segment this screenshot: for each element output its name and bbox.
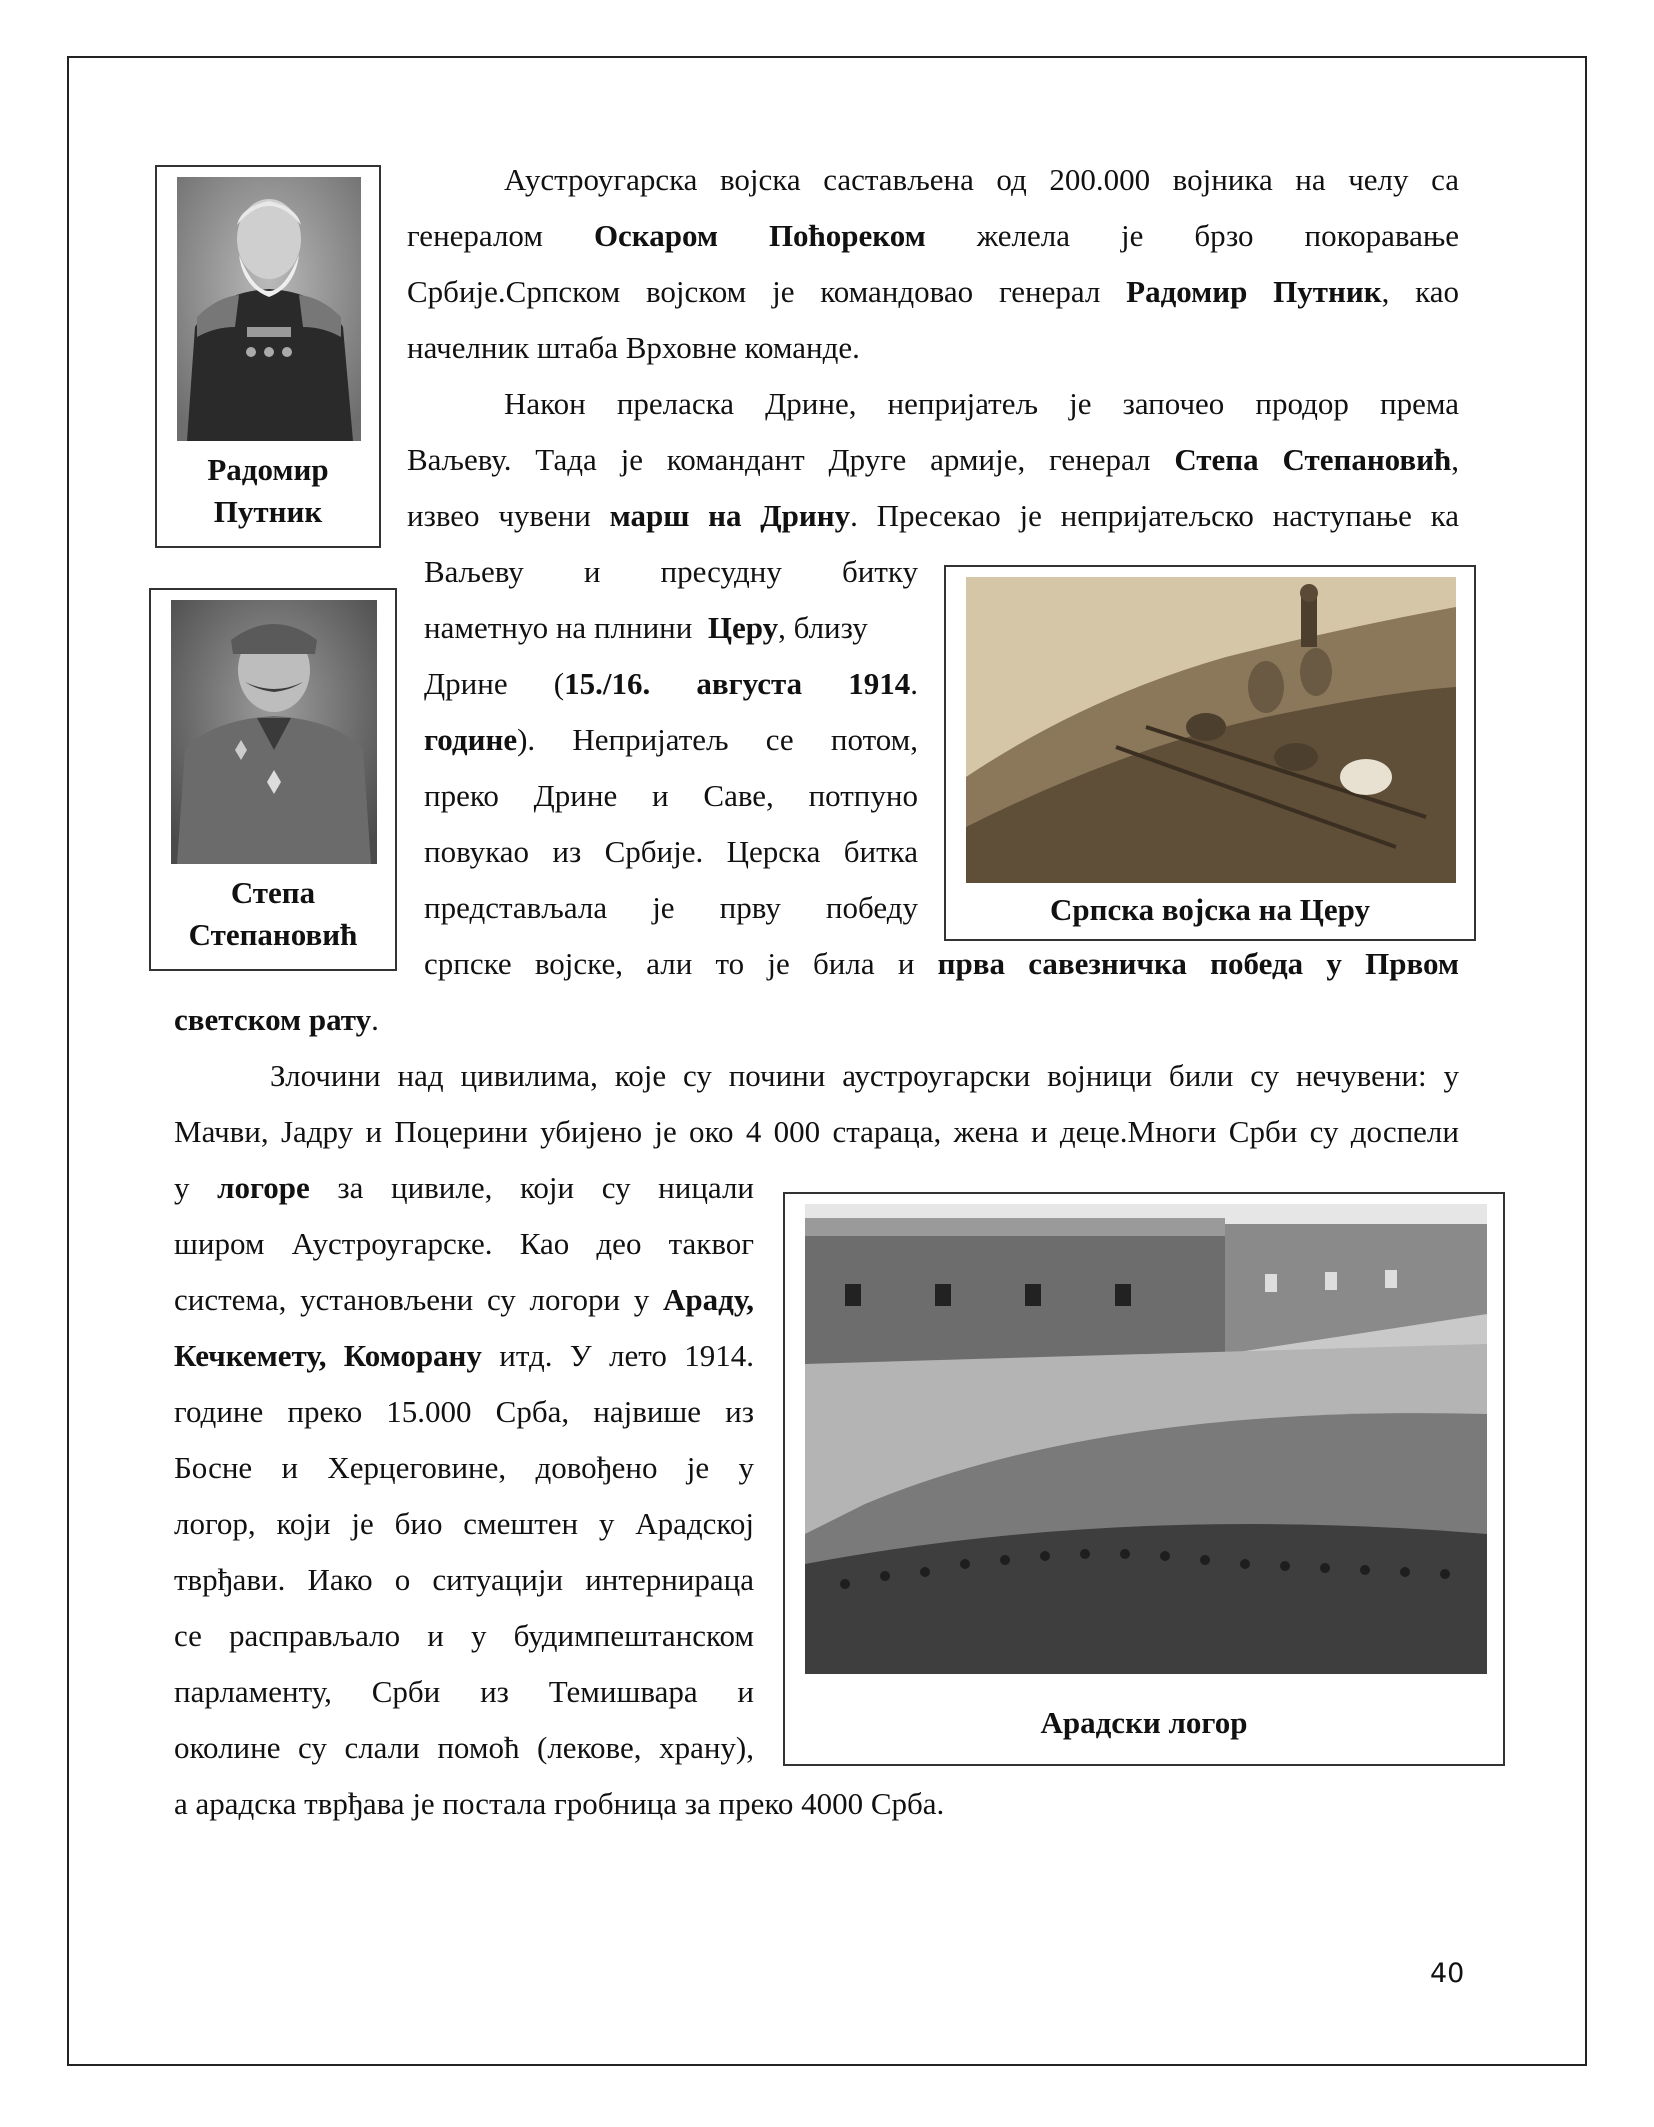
s3-line14: а арадска тврђава је постала гробница за преко 4000 Срба. [174, 1786, 945, 1821]
s1-line4: начелник штаба Врховне команде. [407, 330, 860, 365]
stepanovic-caption-line2: Степановић [188, 917, 358, 952]
arad-caption: Арадски логор [1040, 1705, 1248, 1740]
s2-line5: преко Дрине и Саве, потпуно [424, 778, 918, 813]
s2-line1: Ваљеву и пресудну битку [424, 554, 918, 589]
cer-figure [944, 565, 1476, 941]
stepanovic-caption-line1: Степа [230, 875, 316, 910]
s2-line4: године). Непријатељ се потом, [424, 722, 918, 757]
arad-figure [783, 1192, 1505, 1766]
page-number: 40 [1430, 1958, 1465, 1989]
s2-line3: Дрине (15./16. августа 1914. [424, 666, 918, 701]
s3-line13: околине су слали помоћ (лекове, храну), [174, 1730, 754, 1765]
putnik-caption-line1: Радомир [207, 452, 329, 487]
s1-line6: Ваљеву. Тада је командант Друге армије, генерал Степа Степановић, [407, 442, 1460, 477]
s3-line5: система, установљени су логори у Араду, [174, 1282, 755, 1317]
s3-line2: Мачви, Јадру и Поцерини убијено је око 4 000 стараца, жена и деце.Многи Срби су доспели [174, 1114, 1459, 1149]
stepanovic-figure [149, 588, 397, 971]
s3-line9: логор, који је био смештен у Арадској [174, 1506, 754, 1541]
s2-line6: повукао из Србије. Церска битка [424, 834, 918, 869]
s1-line2: генералом Оскаром Поћореком желела је брзо покоравање [407, 218, 1460, 253]
stepanovic-portrait-photo [171, 600, 377, 864]
putnik-caption-line2: Путник [213, 494, 323, 529]
s3-line1: Злочини над цивилима, које су почини аустроугарски војници били су нечувени: у [270, 1058, 1459, 1093]
s1-line5: Након преласка Дрине, непријатељ је започео продор према [504, 386, 1459, 421]
s2-line2: наметнуо на плнини Церу, близу [424, 610, 868, 645]
putnik-figure [155, 165, 381, 548]
s1-line3: Србије.Српском војском је командовао генерал Радомир Путник, као [407, 274, 1460, 309]
s2-line8: српске војске, али то је била и прва савезничка победа у Првом [424, 946, 1460, 981]
putnik-portrait-photo [177, 177, 361, 441]
s1-line1: Аустроугарска војска састављена од 200.000 војника на челу са [504, 162, 1459, 197]
s3-line4: широм Аустроугарске. Као део таквог [174, 1226, 754, 1261]
s3-line6: Кечкемету, Коморану итд. У лето 1914. [174, 1338, 754, 1373]
s1-line7: извео чувени марш на Дрину. Пресекао је непријатељско наступање ка [407, 498, 1460, 533]
s3-line11: се расправљало и у будимпештанском [174, 1618, 754, 1653]
s3-line7: године преко 15.000 Срба, највише из [174, 1394, 754, 1429]
s3-line3: у логоре за цивиле, који су ницали [174, 1170, 755, 1205]
s2-line9: светском рату. [174, 1002, 379, 1037]
s3-line10: тврђави. Иако о ситуацији интернираца [174, 1562, 754, 1597]
s3-line8: Босне и Херцеговине, довођено је у [174, 1450, 754, 1485]
s2-line7: представљала је прву победу [424, 890, 918, 925]
cer-caption: Српска војска на Церу [1050, 892, 1370, 927]
cer-battle-photo [966, 577, 1456, 883]
s3-line12: парламенту, Срби из Темишвара и [174, 1674, 754, 1709]
arad-camp-photo [805, 1204, 1487, 1674]
